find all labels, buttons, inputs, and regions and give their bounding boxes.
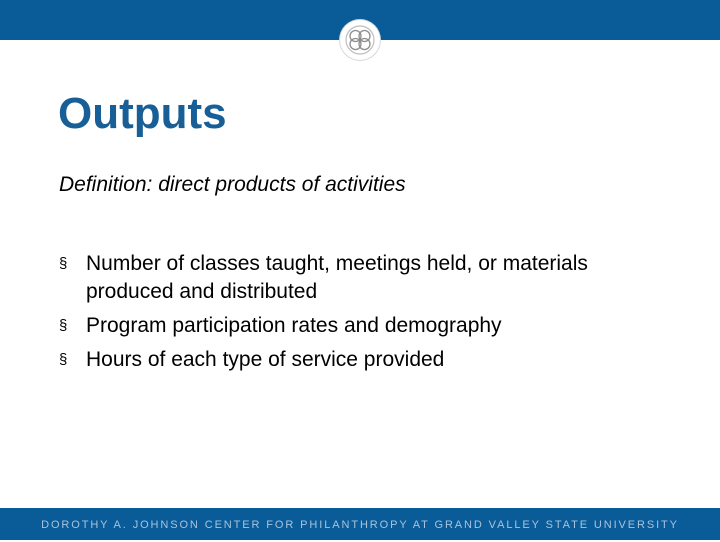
interlocking-rings-logo-icon [340, 20, 380, 60]
bullet-marker: § [59, 317, 68, 334]
bullet-marker: § [59, 255, 68, 272]
bullet-text: Number of classes taught, meetings held, or materials produced and distributed [86, 252, 588, 303]
bullet-text: Program participation rates and demography [86, 314, 502, 337]
definition-text: Definition: direct products of activities [59, 173, 406, 196]
footer-band [0, 508, 720, 540]
bullet-text: Hours of each type of service provided [86, 348, 445, 371]
bullet-list [59, 250, 619, 380]
bullet-item [59, 250, 619, 306]
bullet-item [59, 312, 619, 340]
slide-title: Outputs [58, 89, 227, 138]
bullet-marker: § [59, 351, 68, 368]
bullet-item [59, 346, 619, 374]
footer-text: DOROTHY A. JOHNSON CENTER FOR PHILANTHROPY AT GRAND VALLEY STATE UNIVERSITY [41, 519, 679, 531]
